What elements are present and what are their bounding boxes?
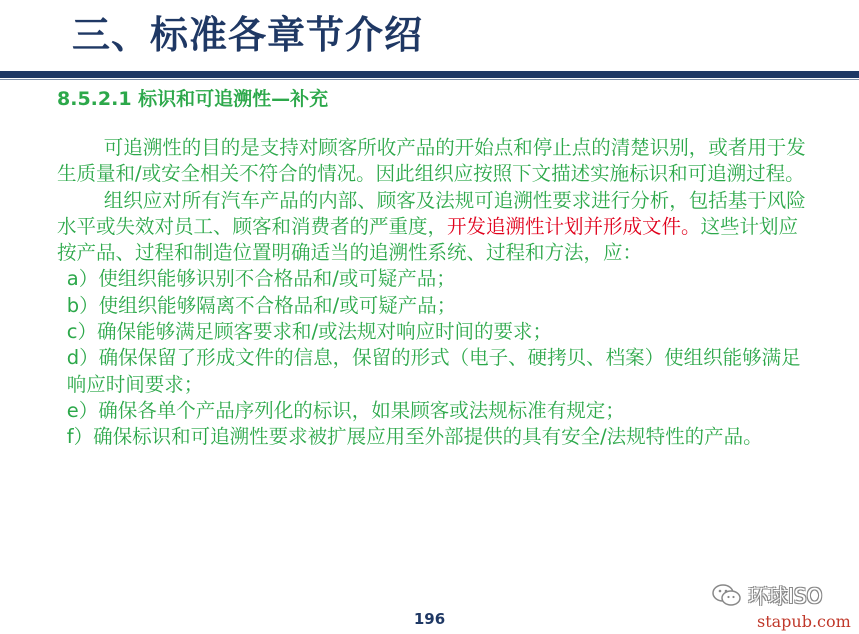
body-text: [57, 135, 807, 451]
list-item-a: a）使组织能够识别不合格品和/或可疑产品；: [66, 267, 456, 291]
list-item-f: f）确保标识和可追溯性要求被扩展应用至外部提供的具有安全/法规特性的产品。: [66, 425, 763, 449]
paragraph-requirements-cont: 这些计划应按产品、过程和制造位置明确适当的追溯性系统、过程和方法，应：: [57, 214, 799, 265]
paragraph-purpose: 可追溯性的目的是支持对顾客所收产品的开始点和停止点的清楚识别，或者用于发生质量和/或安全相关不符合的情况。因此组织应按照下文描述实施标识和可追溯过程。: [57, 136, 806, 186]
section-heading: 8.5.2.1 标识和可追溯性—补充: [57, 88, 329, 110]
watermark-text: 环球ISO: [748, 584, 823, 608]
highlighted-requirement: 开发追溯性计划并形成文件。: [447, 214, 701, 238]
list-item-b: b）使组织能够隔离不合格品和/或可疑产品；: [66, 293, 457, 317]
watermark: [712, 580, 822, 609]
paragraph-requirements: [57, 188, 807, 267]
wechat-icon: [712, 583, 742, 607]
list-item-c: c）确保能够满足顾客要求和/或法规对响应时间的要求；: [66, 320, 553, 344]
title-divider-thin: [0, 79, 859, 80]
slide-title: 三、标准各章节介绍: [72, 13, 424, 57]
list-item-e: e）确保各单个产品序列化的标识，如果顾客或法规标准有规定；: [66, 398, 625, 422]
paragraph-requirements-intro: 组织应对所有汽车产品的内部、顾客及法规可追溯性要求进行分析，包括基于风险水平或失效对员工、顾客和消费者的严重度，: [57, 188, 806, 238]
title-divider: [0, 71, 859, 78]
site-url: stapub.com: [757, 612, 851, 631]
list-item-d: d）确保保留了形成文件的信息，保留的形式（电子、硬拷贝、档案）使组织能够满足响应时间要求；: [66, 346, 801, 396]
page-number: 196: [413, 610, 446, 628]
